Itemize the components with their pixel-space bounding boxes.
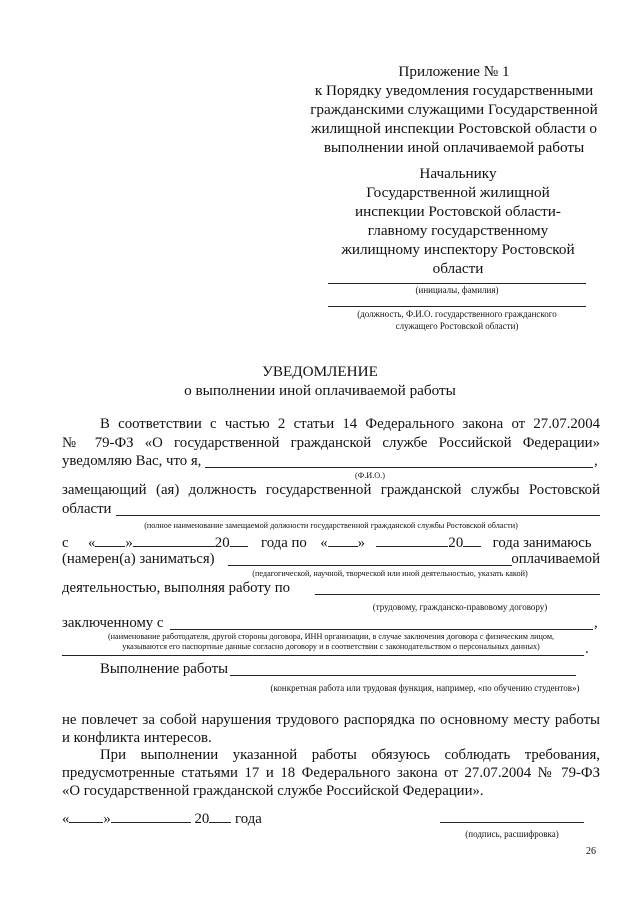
position-full-field-line[interactable] bbox=[116, 515, 600, 516]
sign-year-suffix: года bbox=[235, 811, 262, 827]
quote-open: « bbox=[62, 811, 70, 827]
hint-employer-2: указываются его паспортные данные согласно договору и в соответствии с законодательством о персональных данных) bbox=[122, 642, 540, 651]
quote-close: » bbox=[125, 535, 133, 551]
intend-label: (намерен(а) заниматься) bbox=[62, 551, 215, 567]
addressee-line: жилищному инспектору Ростовской bbox=[341, 241, 575, 258]
sign-day-field[interactable] bbox=[69, 808, 103, 823]
p1-line1: В соответствии с частью 2 статьи 14 Федерального закона от 27.07.2004 bbox=[100, 416, 600, 432]
sign-month-field[interactable] bbox=[111, 808, 191, 823]
period: . bbox=[585, 641, 589, 657]
initials-field-line[interactable] bbox=[328, 283, 586, 284]
employer-extra-field-line[interactable] bbox=[62, 655, 584, 656]
appendix-line: гражданскими служащими Государственной bbox=[310, 101, 598, 118]
activity-line: деятельностью, выполняя работу по bbox=[62, 580, 291, 596]
p3-line1: не повлечет за собой нарушения трудового распорядка по основному месту работы bbox=[62, 712, 600, 728]
hint-position-1: (должность, Ф.И.О. государственного гражданского bbox=[357, 309, 557, 319]
year-suffix-2: года занимаюсь bbox=[492, 535, 592, 551]
day-to-field[interactable] bbox=[328, 532, 358, 547]
month-from-field[interactable] bbox=[133, 532, 215, 547]
employer-field-line[interactable] bbox=[170, 629, 593, 630]
sign-year-field[interactable] bbox=[209, 808, 231, 823]
addressee-line: области bbox=[432, 260, 484, 277]
p3-line2: и конфликта интересов. bbox=[62, 730, 212, 746]
hint-initials: (инициалы, фамилия) bbox=[415, 285, 499, 295]
year-to-field[interactable] bbox=[463, 532, 481, 547]
date-from-c: с bbox=[62, 535, 69, 551]
quote-open: « bbox=[320, 535, 328, 551]
comma: , bbox=[594, 615, 598, 631]
addressee-line: инспекции Ростовской области- bbox=[354, 203, 561, 220]
hint-contract: (трудовому, гражданско-правовому договору) bbox=[372, 602, 548, 612]
work-label: Выполнение работы bbox=[100, 661, 229, 677]
sign-year-prefix: 20 bbox=[194, 811, 210, 827]
doc-subtitle: о выполнении иной оплачиваемой работы bbox=[184, 382, 456, 399]
contract-field-line[interactable] bbox=[315, 594, 600, 595]
work-field-line[interactable] bbox=[230, 675, 576, 676]
p2-line2: области bbox=[62, 501, 112, 517]
addressee-line: Начальнику bbox=[419, 165, 497, 182]
addressee-line: главному государственному bbox=[367, 222, 549, 239]
hint-signature: (подпись, расшифровка) bbox=[465, 829, 559, 839]
year-prefix: 20 bbox=[214, 535, 230, 551]
hint-fio: (Ф.И.О.) bbox=[355, 471, 385, 480]
month-to-field[interactable] bbox=[376, 532, 448, 547]
signature-field-line[interactable] bbox=[440, 822, 584, 823]
p4-line2: предусмотренные статьями 17 и 18 Федерального закона от 27.07.2004 № 79-ФЗ bbox=[62, 765, 600, 781]
appendix-line: выполнении иной оплачиваемой работы bbox=[323, 139, 585, 156]
activity-type-field-line[interactable] bbox=[228, 565, 512, 566]
hint-position-full: (полное наименование замещаемой должности государственной гражданской службы Ростовской области) bbox=[144, 521, 518, 530]
doc-title: УВЕДОМЛЕНИЕ bbox=[262, 363, 378, 380]
p4-line3: «О государственной гражданской службе Российской Федерации». bbox=[62, 783, 484, 799]
comma: , bbox=[594, 453, 598, 469]
hint-work: (конкретная работа или трудовая функция, например, «по обучению студентов») bbox=[270, 683, 580, 693]
addressee-block bbox=[304, 164, 612, 278]
year-suffix: года по bbox=[261, 535, 307, 551]
year-prefix: 20 bbox=[448, 535, 464, 551]
hint-position-2: служащего Ростовской области) bbox=[395, 321, 519, 331]
p1-line3: уведомляю Вас, что я, bbox=[62, 453, 202, 469]
addressee-line: Государственной жилищной bbox=[366, 184, 550, 201]
appendix-title: Приложение № 1 bbox=[398, 63, 510, 80]
concluded-label: заключенному с bbox=[62, 615, 164, 631]
p1-line2: № 79-ФЗ «О государственной гражданской службе Российской Федерации» bbox=[62, 435, 600, 451]
quote-close: » bbox=[357, 535, 366, 551]
appendix-line: к Порядку уведомления государственными bbox=[314, 82, 594, 99]
appendix-block bbox=[300, 62, 608, 157]
p2-line1: замещающий (ая) должность государственной гражданской службы Ростовской bbox=[62, 482, 600, 498]
year-from-field[interactable] bbox=[230, 532, 248, 547]
hint-employer-1: (наименование работодателя, другой стороны договора, ИНН организации, в случае заключения договора с физическим лицом, bbox=[107, 632, 555, 641]
day-from-field[interactable] bbox=[95, 532, 125, 547]
fio-field-line[interactable] bbox=[205, 467, 593, 468]
p4-line1: При выполнении указанной работы обязуюсь соблюдать требования, bbox=[100, 747, 600, 763]
position-field-line[interactable] bbox=[328, 306, 586, 307]
hint-activity: (педагогической, научной, творческой или иной деятельностью, указать какой) bbox=[252, 569, 528, 578]
quote-open: « bbox=[87, 535, 96, 551]
quote-close: » bbox=[103, 811, 111, 827]
appendix-line: жилищной инспекции Ростовской области о bbox=[310, 120, 597, 137]
paid-label: оплачиваемой bbox=[511, 551, 600, 567]
sign-date-line bbox=[62, 808, 262, 829]
page-number: 26 bbox=[586, 846, 596, 857]
